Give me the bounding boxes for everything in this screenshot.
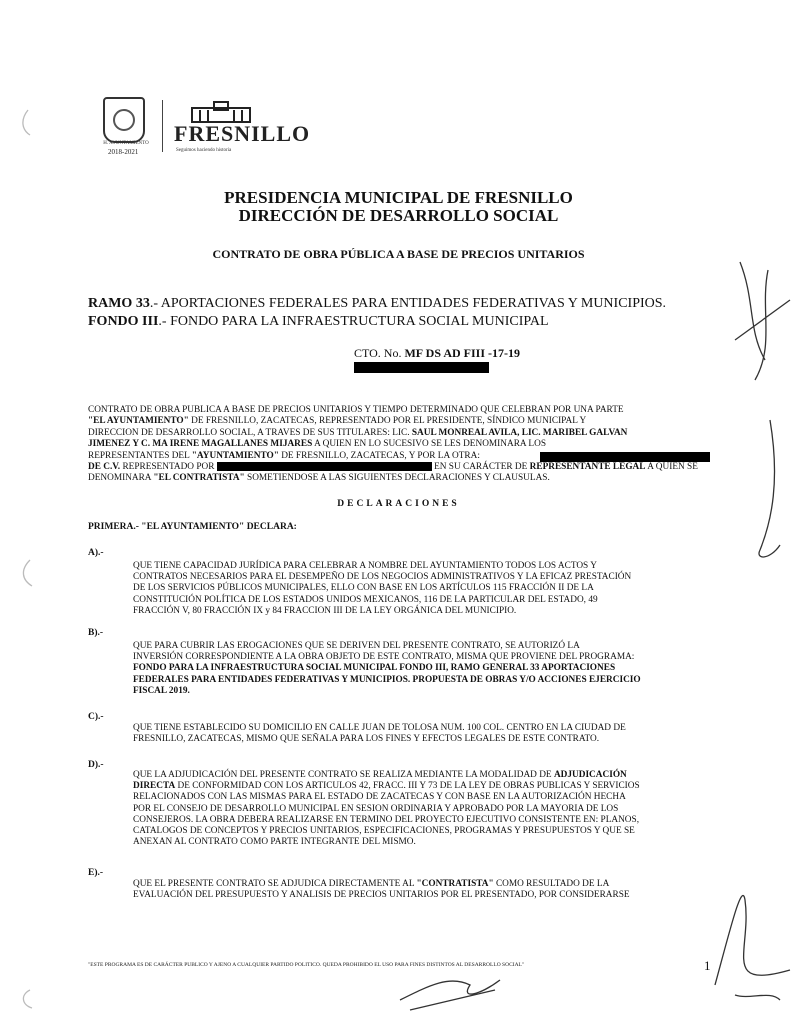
intro-paragraph: CONTRATO DE OBRA PUBLICA A BASE DE PRECIOS UNITARIOS Y TIEMPO DETERMINADO QUE CELEBRAN POR UNA PARTE "EL AYUNTAMIENTO" DE FRESNILLO, ZACATECAS, REPRESENTADO POR EL PRESIDENTE, SÍNDICO MUNICIPAL Y DIRECCION DE DESARROLLO SOCIAL, A TRAVES DE SUS TITULARES: LIC. SAUL MONREAL AVILA, LIC. MARIBEL GALVAN JIMENEZ Y C. MA IRENE MAGALLANES MIJARES A QUIEN EN LO SUCESIVO SE LES DENOMINARA LOS REPRESENTANTES DEL "AYUNTAMIENTO" DE FRESNILLO, ZACATECAS, Y POR LA OTRA: DE C.V. REPRESENTADO POR EN SU CARÁCTER DE REPRESENTANTE LEGAL A QUIEN SE DENOMINARA "EL CONTRATISTA" SOMETIENDOSE A LAS SIGUIENTES DECLARACIONES Y CLAUSULAS. bbox=[88, 405, 698, 484]
section-c-text: QUE TIENE ESTABLECIDO SU DOMICILIO EN CALLE JUAN DE TOLOSA NUM. 100 COL. CENTRO EN LA CIUDAD DE FRESNILLO, ZACATECAS, MISMO QUE SEÑALA PARA LOS FINES Y EFECTOS LEGALES DE ESTE CONTRATO. bbox=[133, 723, 626, 745]
page-title: PRESIDENCIA MUNICIPAL DE FRESNILLO bbox=[224, 188, 573, 207]
footer-disclaimer: "ESTE PROGRAMA ES DE CARÁCTER PUBLICO Y AJENO A CUALQUIER PARTIDO POLITICO. QUEDA PROHIBIDO EL USO PARA FINES DISTINTOS AL DESARROLLO SOCIAL" bbox=[88, 962, 525, 968]
page-subtitle: DIRECCIÓN DE DESARROLLO SOCIAL bbox=[238, 206, 559, 225]
declaraciones-heading: DECLARACIONES bbox=[337, 499, 460, 509]
section-letter: E).- bbox=[88, 868, 104, 878]
contract-number: CTO. No. MF DS AD FIII -17-19 bbox=[354, 346, 521, 360]
section-letter: D).- bbox=[88, 760, 104, 770]
page-number: 1 bbox=[704, 958, 711, 973]
logo-divider bbox=[162, 100, 163, 152]
brand-name: FRESNILLO bbox=[174, 121, 311, 146]
section-e-text: QUE EL PRESENTE CONTRATO SE ADJUDICA DIRECTAMENTE AL "CONTRATISTA" COMO RESULTADO DE LA EVALUACIÓN DEL PRESUPUESTO Y ANALISIS DE PRECIOS UNITARIOS POR EL PRESENTADO, POR CONSIDERARSE bbox=[133, 879, 630, 901]
section-letter: A).- bbox=[88, 548, 104, 558]
section-letter: B).- bbox=[88, 628, 104, 638]
seal-years: 2018-2021 bbox=[108, 148, 139, 156]
section-d-text: QUE LA ADJUDICACIÓN DEL PRESENTE CONTRATO SE REALIZA MEDIANTE LA MODALIDAD DE ADJUDICACIÓN DIRECTA DE CONFORMIDAD CON LOS ARTICULOS 42, FRACC. III Y 73 DE LA LEY DE OBRAS PUBLICAS Y SERVICIOS RELACIONADOS CON LAS MISMAS PARA EL ESTADO DE ZACATECAS Y CON BASE EN LA AUTORIZACIÓN HECHA POR EL CONSEJO DE DESARROLLO MUNICIPAL EN SESION ORDINARIA Y APROBADO POR LA MAYORIA DE LOS CONSEJEROS. LA OBRA DEBERA REALIZARSE EN TERMINO DEL PROYECTO EJECUTIVO CONSISTENTE EN: PLANOS, CATALOGOS DE CONCEPTOS Y PRECIOS UNITARIOS, ESPECIFICACIONES, PROGRAMAS Y PRESUPUESTOS Y QUE SE ANEXAN AL CONTRATO COMO PARTE INTEGRANTE DEL MISMO. bbox=[133, 770, 640, 848]
section-b-text: QUE PARA CUBRIR LAS EROGACIONES QUE SE DERIVEN DEL PRESENTE CONTRATO, SE AUTORIZÓ LA INVERSIÓN CORRESPONDIENTE A LA OBRA OBJETO DE ESTE CONTRATO, MISMA QUE PROVIENE DEL PROGRAMA: FONDO PARA LA INFRAESTRUCTURA SOCIAL MUNICIPAL FONDO III, RAMO GENERAL 33 APORTACIONES FEDERALES PARA ENTIDADES FEDERATIVAS Y MUNICIPIOS. PROPUESTA DE OBRAS Y/O ACCIONES EJERCICIO FISCAL 2019. bbox=[133, 641, 641, 696]
brand-tagline: Seguimos haciendo historia bbox=[176, 148, 232, 153]
section-letter: C).- bbox=[88, 712, 104, 722]
redaction-bar bbox=[217, 462, 432, 471]
contract-type-heading: CONTRATO DE OBRA PÚBLICA A BASE DE PRECIOS UNITARIOS bbox=[212, 247, 585, 261]
primera-heading: PRIMERA.- "EL AYUNTAMIENTO" DECLARA: bbox=[88, 522, 297, 532]
redaction-bar bbox=[354, 362, 489, 373]
section-a-text: QUE TIENE CAPACIDAD JURÍDICA PARA CELEBRAR A NOMBRE DEL AYUNTAMIENTO TODOS LOS ACTOS Y CONTRATOS NECESARIOS PARA EL DESEMPEÑO DE LOS NEGOCIOS ADMINISTRATIVOS Y LA EFICAZ PRESTACIÓN DE LOS SERVICIOS PÚBLICOS MUNICIPALES, ELLO CON BASE EN LOS ARTÍCULOS 115 FRACCIÓN II DE LA CONSTITUCIÓN POLÍTICA DE LOS ESTADOS UNIDOS MEXICANOS, 116 DE LA PARTICULAR DEL ESTADO, 49 FRACCIÓN V, 80 FRACCIÓN IX y 84 FRACCION III DE LA LEY ORGÁNICA DEL MUNICIPIO. bbox=[133, 561, 632, 616]
ramo-line: RAMO 33.- APORTACIONES FEDERALES PARA ENTIDADES FEDERATIVAS Y MUNICIPIOS. bbox=[88, 296, 667, 311]
redaction-bar bbox=[540, 452, 710, 462]
fondo-line: FONDO III.- FONDO PARA LA INFRAESTRUCTURA SOCIAL MUNICIPAL bbox=[88, 314, 549, 329]
municipal-seal-icon bbox=[103, 97, 145, 143]
seal-caption: H. AYUNTAMIENTO bbox=[103, 141, 149, 146]
